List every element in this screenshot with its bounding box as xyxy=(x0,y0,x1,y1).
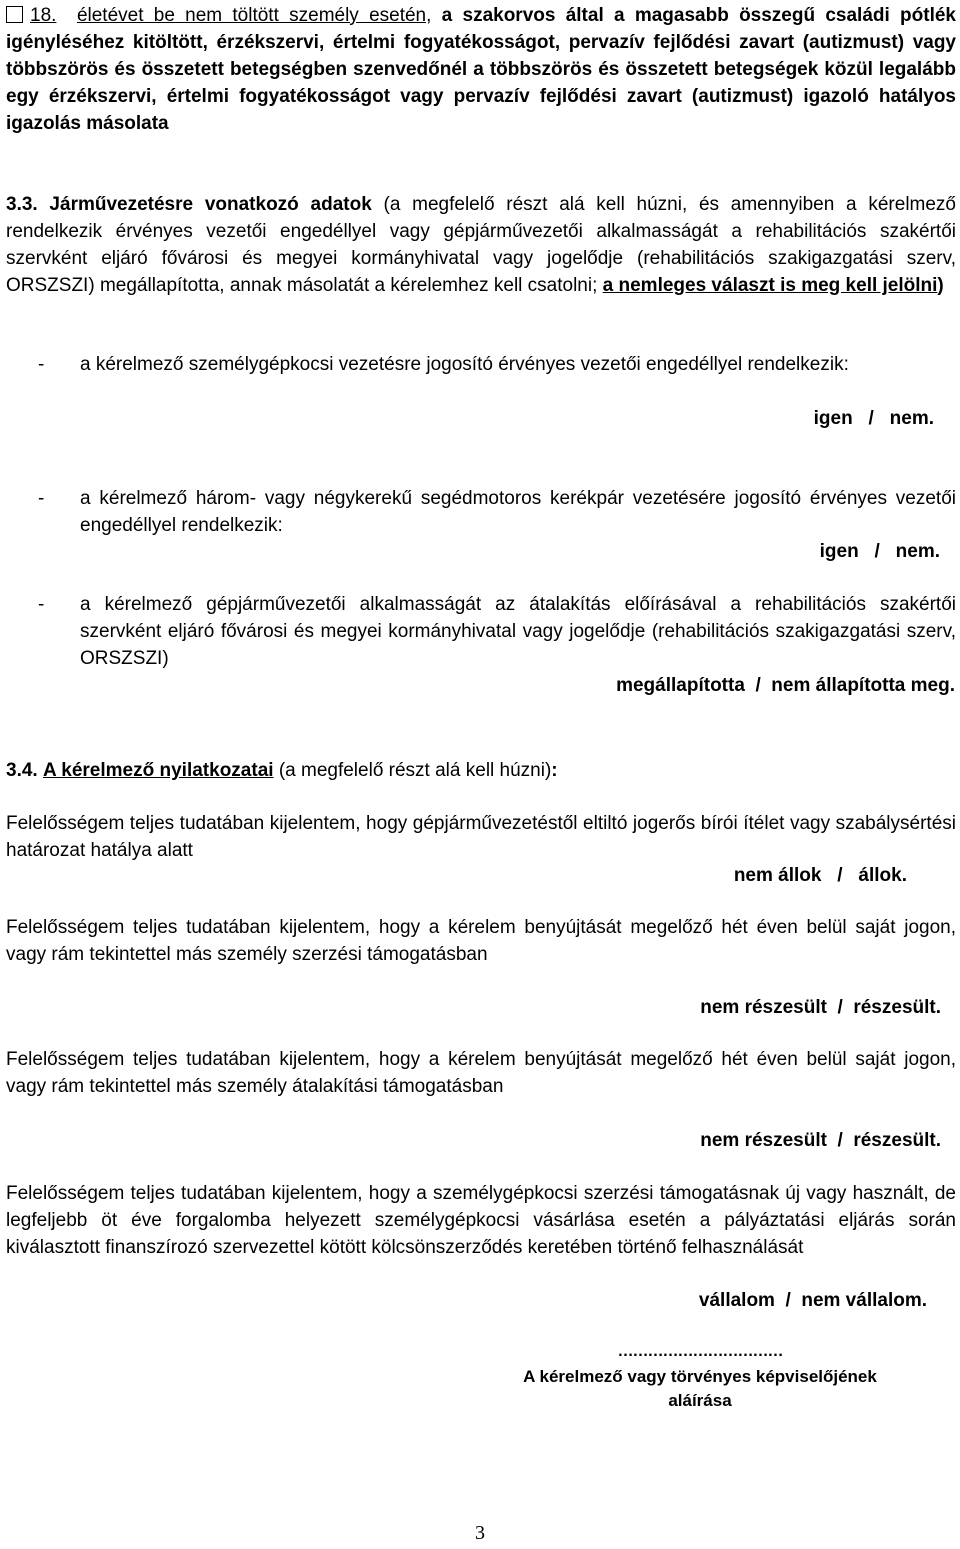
answer-option[interactable]: igen / nem. xyxy=(819,541,940,562)
section-title: A kérelmező nyilatkozatai xyxy=(42,760,274,781)
answer-option[interactable]: vállalom / nem vállalom. xyxy=(698,1290,927,1311)
item-18-number: 18. xyxy=(30,5,57,26)
item-18-text: a szakorvos által a magasabb összegű családi pótlék igényléséhez kitöltött, érzékszervi, értelmi fogyatékosságot, pervazív fejlődési zavart (autizmust) vagy többszörös és összetett betegségben szenvedőnél a többszörös és összetett betegségek közül legalább egy érzékszervi, értelmi fogyatékosságot vagy pervazív fejlődési zavart (autizmust) igazoló hatályos igazolás másolata xyxy=(6,5,956,134)
statement-text: Felelősségem teljes tudatában kijelentem, hogy a személygépkocsi szerzési támogatásnak új vagy használt, de legfeljebb öt éve forgalomba helyezett személygépkocsi vásárlása esetén a pályáztatási eljárás során kiválasztott finanszírozó szervezettel kötött kölcsönszerződés keretében történő felhasználását xyxy=(6,1183,956,1258)
section-instruction: (a megfelelő részt alá kell húzni) xyxy=(278,760,552,781)
answer-option[interactable]: igen / nem. xyxy=(813,408,934,429)
answer-option[interactable]: nem részesült / részesült. xyxy=(700,997,941,1018)
dash-marker: - xyxy=(38,488,45,509)
statement-text: Felelősségem teljes tudatában kijelentem, hogy gépjárművezetéstől eltiltó jogerős bírói ítélet vagy szabálysértési határozat hatálya alatt xyxy=(6,813,956,861)
dash-marker: - xyxy=(38,354,45,375)
answer-option[interactable]: nem állok / állok. xyxy=(733,865,907,886)
list-item xyxy=(38,351,956,378)
statement xyxy=(6,1180,956,1261)
statement xyxy=(6,914,956,968)
answer-option[interactable]: megállapította / nem állapította meg. xyxy=(616,675,955,696)
list-item xyxy=(38,591,956,672)
dash-marker: - xyxy=(38,594,45,615)
item-18 xyxy=(6,2,956,137)
signature-line[interactable]: …………………………… xyxy=(617,1343,783,1360)
statement xyxy=(6,1046,956,1100)
signature-caption-line2: aláírása xyxy=(668,1391,732,1410)
section-3-3-required-note: a nemleges választ is meg kell jelölni xyxy=(602,275,938,296)
statement-text: Felelősségem teljes tudatában kijelentem, hogy a kérelem benyújtását megelőző hét éven belül saját jogon, vagy rám tekintettel más személy átalakítási támogatásban xyxy=(6,1049,956,1097)
page-number: 3 xyxy=(475,1522,485,1544)
section-colon: : xyxy=(551,760,558,781)
signature-caption: A kérelmező vagy törvényes képviselőjének xyxy=(523,1367,877,1386)
section-3-3-text: (a megfelelő részt alá kell húzni, és amennyiben a kérelmező rendelkezik érvényes vezetői engedéllyel vagy gépjárművezetői alkalmasságát a rehabilitációs szakértői szervként eljáró fővárosi és megyei kormányhivatal vagy jogelődje (rehabilitációs szakigazgatási szerv, ORSZSZI) megállapította, annak másolatát a kérelemhez kell csatolni; xyxy=(6,194,956,296)
list-item-text: a kérelmező három- vagy négykerekű segédmotoros kerékpár vezetésére jogosító érvényes vezetői engedéllyel rendelkezik: xyxy=(80,488,956,536)
section-3-3-close: ) xyxy=(937,275,944,296)
statement-text: Felelősségem teljes tudatában kijelentem, hogy a kérelem benyújtását megelőző hét éven belül saját jogon, vagy rám tekintettel más személy szerzési támogatásban xyxy=(6,917,956,965)
answer-option[interactable]: nem részesült / részesült. xyxy=(700,1130,941,1151)
list-item xyxy=(38,485,956,539)
item-18-underlined-text: életévet be nem töltött személy esetén, xyxy=(76,5,432,26)
statement xyxy=(6,810,956,864)
checkbox[interactable] xyxy=(6,6,23,23)
list-item-text: a kérelmező gépjárművezetői alkalmasságát az átalakítás előírásával a rehabilitációs szakértői szervként eljáró fővárosi és megyei kormányhivatal vagy jogelődje (rehabilitációs szakigazgatási szerv, ORSZSZI) xyxy=(80,594,956,669)
section-number: 3.4. xyxy=(6,760,38,781)
section-3-4-heading xyxy=(6,757,956,784)
list-item-text: a kérelmező személygépkocsi vezetésre jogosító érvényes vezetői engedéllyel rendelkezik: xyxy=(80,354,849,375)
section-3-3 xyxy=(6,191,956,299)
section-3-3-heading: 3.3. Járművezetésre vonatkozó adatok xyxy=(6,194,372,215)
